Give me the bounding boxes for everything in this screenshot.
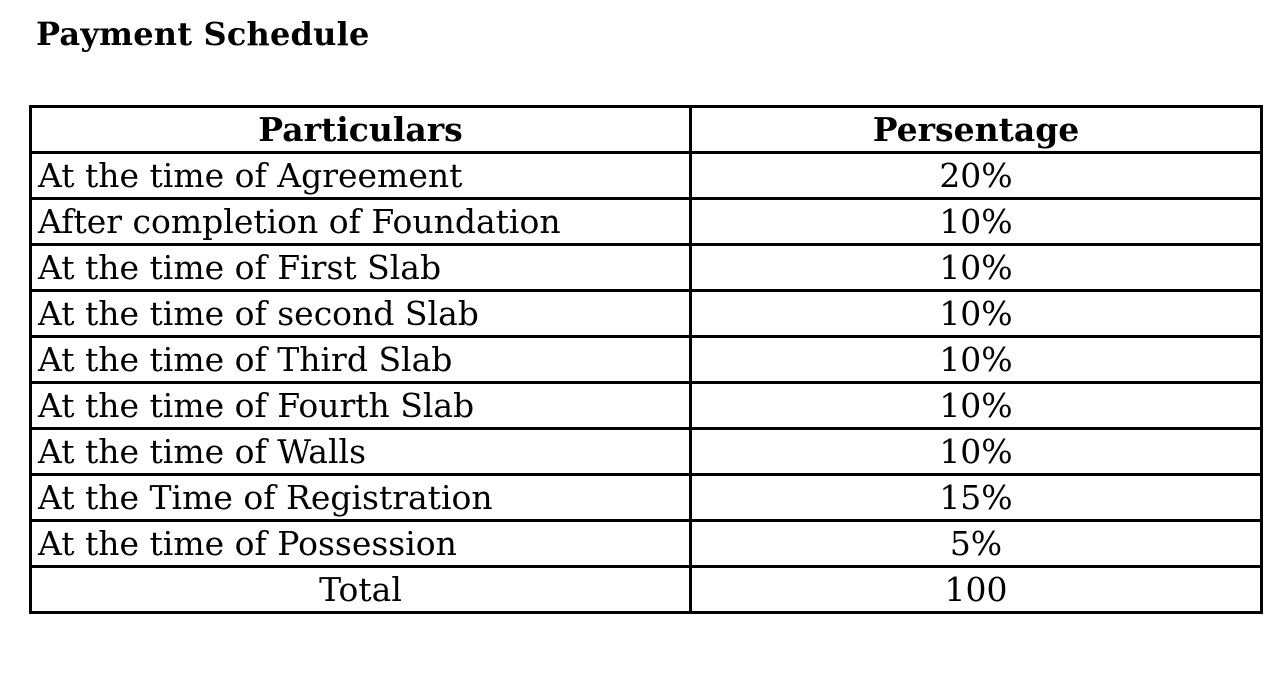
- particular-cell: At the time of First Slab: [31, 245, 691, 291]
- payment-schedule-table: [29, 105, 1263, 614]
- total-label-cell: Total: [31, 567, 691, 613]
- table-row: [31, 475, 1262, 521]
- total-value-cell: 100: [691, 567, 1262, 613]
- table-row: [31, 291, 1262, 337]
- particular-cell: At the time of second Slab: [31, 291, 691, 337]
- page-title: Payment Schedule: [36, 15, 370, 53]
- particular-cell: At the time of Third Slab: [31, 337, 691, 383]
- percentage-cell: 5%: [691, 521, 1262, 567]
- particular-cell: After completion of Foundation: [31, 199, 691, 245]
- particular-cell: At the time of Possession: [31, 521, 691, 567]
- particular-cell: At the time of Walls: [31, 429, 691, 475]
- table-row: [31, 383, 1262, 429]
- table-header-row: [31, 107, 1262, 153]
- table-row: [31, 429, 1262, 475]
- percentage-cell: 10%: [691, 383, 1262, 429]
- table-row: [31, 153, 1262, 199]
- total-row: [31, 567, 1262, 613]
- particular-cell: At the Time of Registration: [31, 475, 691, 521]
- percentage-cell: 10%: [691, 429, 1262, 475]
- particular-cell: At the time of Fourth Slab: [31, 383, 691, 429]
- table-row: [31, 245, 1262, 291]
- table-row: [31, 521, 1262, 567]
- table-row: [31, 337, 1262, 383]
- column-header-percentage: Persentage: [691, 107, 1262, 153]
- percentage-cell: 10%: [691, 337, 1262, 383]
- particular-cell: At the time of Agreement: [31, 153, 691, 199]
- table-row: [31, 199, 1262, 245]
- percentage-cell: 10%: [691, 199, 1262, 245]
- column-header-particulars: Particulars: [31, 107, 691, 153]
- percentage-cell: 20%: [691, 153, 1262, 199]
- percentage-cell: 15%: [691, 475, 1262, 521]
- percentage-cell: 10%: [691, 245, 1262, 291]
- percentage-cell: 10%: [691, 291, 1262, 337]
